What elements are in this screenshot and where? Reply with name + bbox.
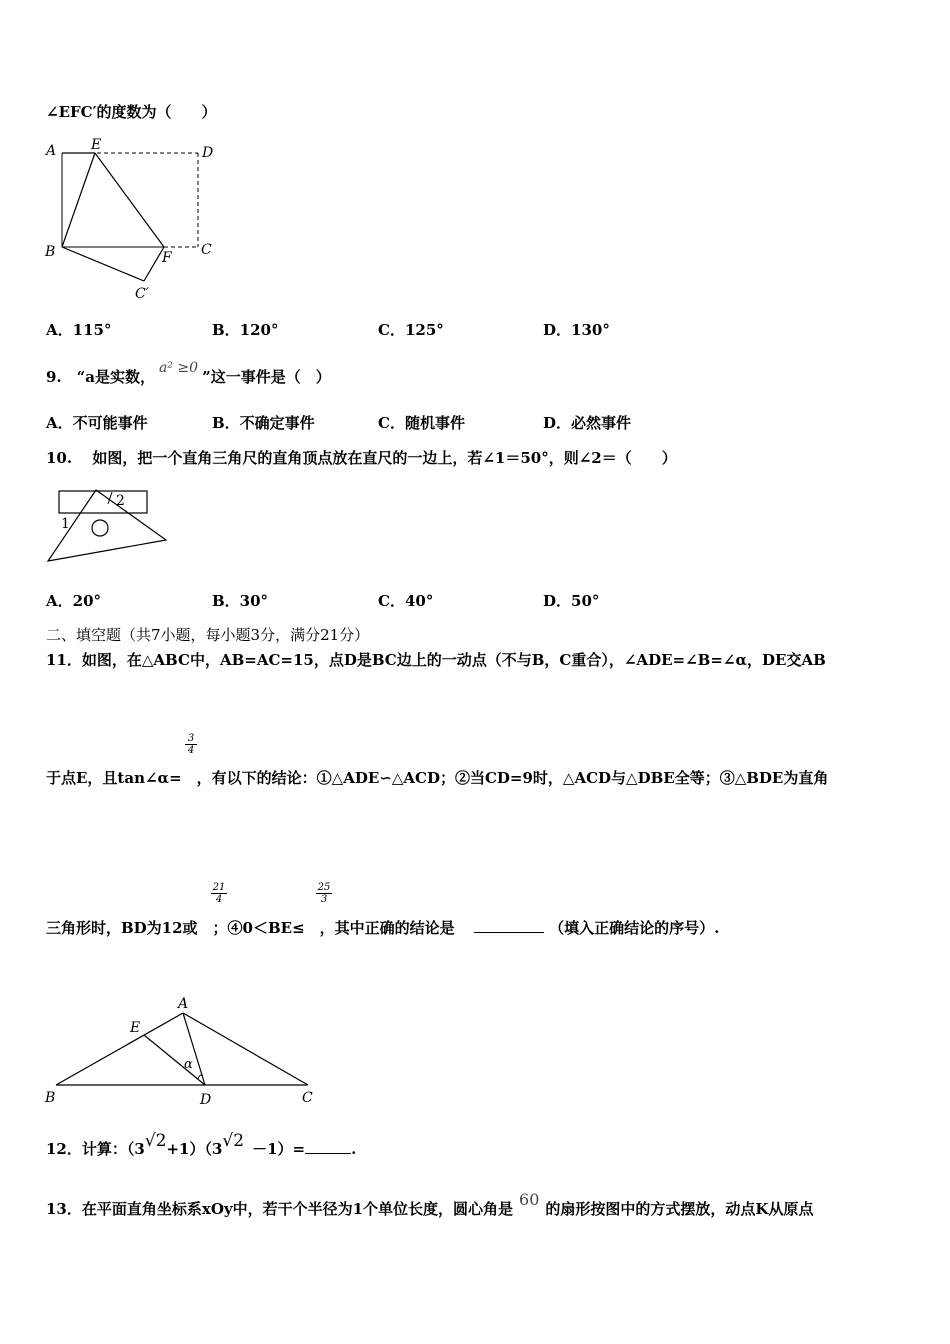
q11-label-b: B [45,1090,56,1106]
q13-prefix: 13．在平面直角坐标系xOy中，若干个半径为1个单位长度，圆心角是 [46,1200,514,1218]
q10-option-b: B．30° [212,592,269,610]
q9-option-d: D．必然事件 [543,414,632,432]
q11-figure [40,993,330,1108]
q12-answer-blank[interactable] [305,1139,351,1154]
q10-angle-mark [108,492,112,504]
q9-option-c: C．随机事件 [378,414,465,432]
q11-line3-b: （填入正确结论的序号）. [549,919,720,937]
q8-line-bcp [62,247,144,281]
q8-option-a: A．115° [46,321,112,339]
q11-frac-be-num: 25 [317,882,331,893]
q12-mid: +1）（3 [166,1140,223,1158]
q8-line-cpf [144,247,164,281]
q12-end: . [351,1140,357,1158]
q8-label-a: A [46,143,57,159]
q8-line-ef [95,153,164,247]
q11-label-a: A [178,996,189,1012]
q9-stem [46,360,331,388]
section2-heading: 二、填空题（共7小题，每小题3分，满分21分） [46,626,370,644]
q8-option-c: C．125° [378,321,444,339]
q10-option-c: C．40° [378,592,434,610]
q12-expression [46,1131,357,1159]
q10-figure [44,486,174,566]
q11-line1: 11．如图，在△ABC中，AB=AC=15，点D是BC边上的一动点（不与B，C重合），∠ADE=∠B=∠α，DE交AB [46,651,826,669]
q12-sqrt-2: √2 [222,1131,245,1151]
q13-suffix: 的扇形按图中的方式摆放，动点K从原点 [545,1200,814,1218]
q10-option-d: D．50° [543,592,600,610]
q11-label-alpha: α [184,1057,193,1072]
q10-label-1: 1 [61,516,70,532]
q8-option-b: B．120° [212,321,279,339]
q10-label-2: 2 [116,493,125,509]
q11-label-c: C [302,1090,313,1106]
q11-frac-tan-den: 4 [185,744,197,756]
q9-formula: a² ≥0 [159,360,199,376]
q9-option-a: A．不可能事件 [46,414,148,432]
q9-prefix: 9. “a是实数， [46,368,156,386]
q10-option-a: A．20° [46,592,102,610]
q8-option-d: D．130° [543,321,610,339]
q8-label-e: E [91,137,102,153]
q11-line3 [46,918,719,938]
q11-side-ab [56,1013,183,1085]
q9-option-b: B．不确定事件 [212,414,315,432]
q10-hole [92,520,108,536]
q8-label-d: D [202,145,214,161]
q11-frac-be [316,882,332,905]
q11-answer-blank[interactable] [474,918,544,933]
q11-frac-tan [185,733,197,756]
q8-label-b: B [45,244,56,260]
q12-sqrt-1: √2 [144,1131,167,1151]
q11-label-e: E [130,1020,141,1036]
q9-suffix: ”这一事件是（ ） [202,368,331,386]
q11-line-de [144,1035,205,1085]
q8-label-c: C [201,242,212,258]
q13-stem [46,1190,814,1219]
q11-line3-a: 三角形时，BD为12或 ；④0＜BE≤ ，其中正确的结论是 [46,919,455,937]
q8-figure [40,135,230,305]
q11-label-d: D [200,1092,212,1108]
q8-label-f: F [162,250,172,266]
q12-prefix: 12．计算：（3 [46,1140,145,1158]
q11-line2: 于点E，且tan∠α= ，有以下的结论：①△ADE∽△ACD；②当CD=9时，△ACD与△DBE全等；③△BDE为直角 [46,769,829,787]
q11-frac-bd-den: 4 [211,893,227,905]
q11-frac-be-den: 3 [316,893,332,905]
q8-label-cp: C′ [135,286,149,302]
q8-line-be [62,153,95,247]
q10-stem: 10. 如图，把一个直角三角尺的直角顶点放在直尺的一边上，若∠1＝50°，则∠2＝（ ） [46,449,677,467]
q11-frac-bd-num: 21 [212,882,226,893]
q11-frac-bd [211,882,227,905]
q11-frac-tan-num: 3 [187,733,195,744]
q12-suffix: －1）= [252,1140,306,1158]
q8-stem: ∠EFC′的度数为（ ） [46,103,217,121]
q13-angle: 60 [519,1190,540,1209]
